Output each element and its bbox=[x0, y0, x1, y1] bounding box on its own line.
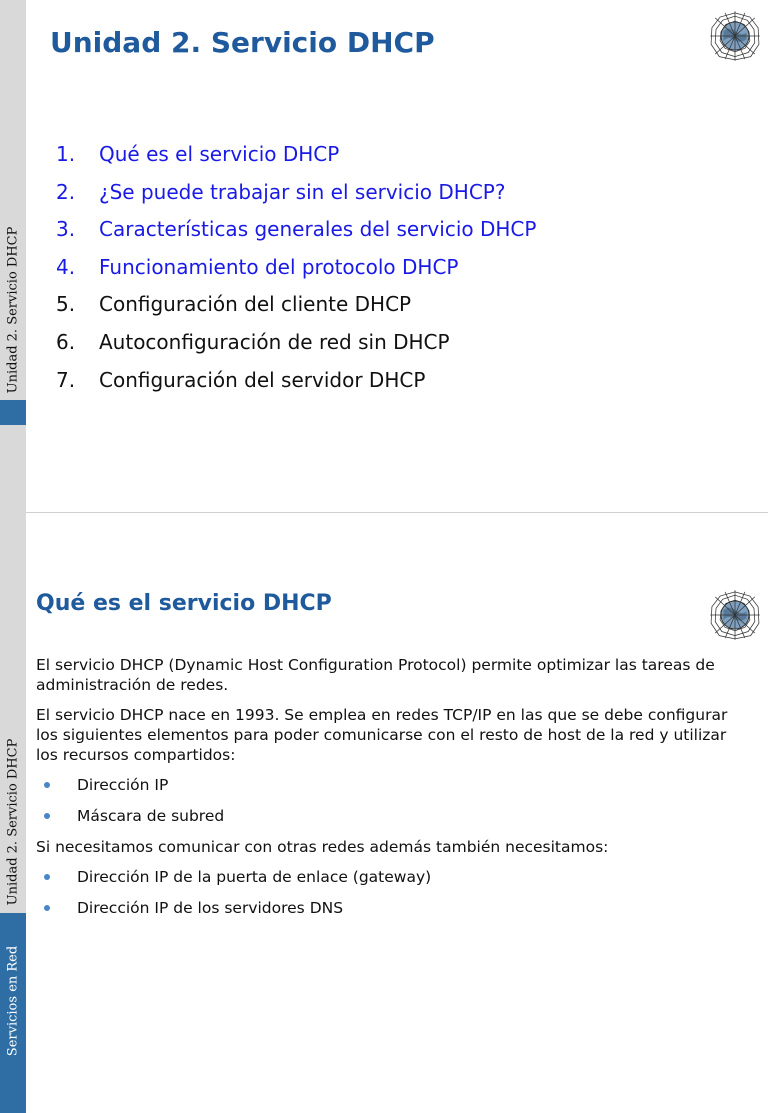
toc-item-label[interactable]: ¿Se puede trabajar sin el servicio DHCP? bbox=[99, 179, 506, 204]
slide-2 bbox=[0, 512, 768, 1057]
paragraph-extra-needs: Si necesitamos comunicar con otras redes además también necesitamos: bbox=[36, 838, 609, 856]
list-item: Dirección IP de los servidores DNS bbox=[36, 898, 746, 918]
toc-item-number: 1. bbox=[56, 142, 76, 166]
slide-2-body bbox=[36, 655, 746, 929]
toc-item-label[interactable]: Características generales del servicio DHCP bbox=[99, 217, 537, 242]
list-item: Máscara de subred bbox=[36, 806, 746, 826]
sidebar-upper-label: Unidad 2. Servicio DHCP bbox=[5, 226, 21, 394]
toc-item-number: 6. bbox=[56, 329, 76, 354]
toc-item-6 bbox=[56, 326, 536, 364]
sidebar-upper bbox=[0, 425, 26, 913]
sidebar-upper-label: Unidad 2. Servicio DHCP bbox=[5, 738, 21, 906]
toc-item-number: 5. bbox=[56, 292, 76, 317]
sidebar-lower-label: Servicios en Red bbox=[5, 945, 21, 1057]
bullet-dot-icon bbox=[44, 782, 50, 788]
paragraph-intro: El servicio DHCP (Dynamic Host Configuration Protocol) permite optimizar las tareas de administración de redes. bbox=[36, 656, 715, 694]
toc-item-label: Configuración del servidor DHCP bbox=[99, 367, 426, 392]
bullet-dot-icon bbox=[44, 874, 50, 880]
slide-1-title: Unidad 2. Servicio DHCP bbox=[50, 26, 435, 59]
toc-item-number: 2. bbox=[56, 179, 76, 204]
bullet-dot-icon bbox=[44, 813, 50, 819]
toc-item-3[interactable] bbox=[56, 213, 536, 251]
toc-item-label: Autoconfiguración de red sin DHCP bbox=[99, 329, 450, 354]
toc-item-2[interactable] bbox=[56, 176, 536, 214]
slide-2-title: Qué es el servicio DHCP bbox=[36, 591, 332, 616]
toc-item-label[interactable]: Funcionamiento del protocolo DHCP bbox=[99, 254, 459, 279]
toc-item-label[interactable]: Qué es el servicio DHCP bbox=[99, 142, 340, 166]
sidebar-lower bbox=[0, 913, 26, 1113]
paragraph-origin: El servicio DHCP nace en 1993. Se emplea en redes TCP/IP en las que se debe configurar los siguientes elementos para poder comunicarse con el resto de host de la red y utilizar los recursos compartidos: bbox=[36, 706, 728, 764]
toc-item-5 bbox=[56, 288, 536, 326]
list-item: Dirección IP bbox=[36, 775, 746, 795]
slide-1 bbox=[0, 0, 768, 512]
globe-web-icon bbox=[702, 4, 768, 68]
bullet-dot-icon bbox=[44, 905, 50, 911]
toc-item-1[interactable] bbox=[56, 138, 536, 176]
toc-item-label: Configuración del cliente DHCP bbox=[99, 292, 412, 317]
toc-item-4[interactable] bbox=[56, 251, 536, 289]
toc-item-number: 3. bbox=[56, 217, 76, 242]
sidebar-upper bbox=[0, 0, 26, 400]
toc-item-number: 7. bbox=[56, 367, 76, 392]
globe-web-icon bbox=[702, 583, 768, 647]
table-of-contents bbox=[56, 138, 536, 401]
toc-item-7 bbox=[56, 364, 536, 402]
list-item: Dirección IP de la puerta de enlace (gateway) bbox=[36, 867, 746, 887]
toc-item-number: 4. bbox=[56, 254, 76, 279]
